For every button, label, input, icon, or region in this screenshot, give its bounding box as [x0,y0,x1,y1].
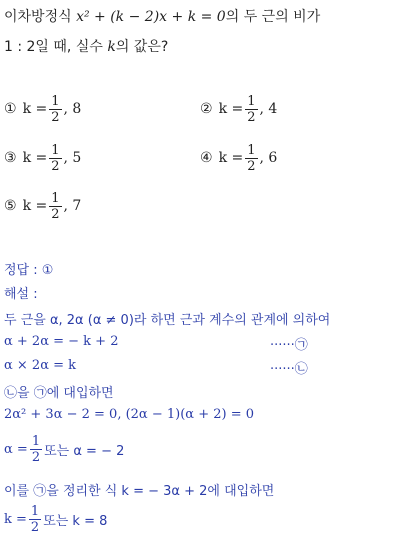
question-line-2: 1 : 2일 때, 실수 k의 값은? [4,39,169,55]
fraction: $\frac{1}{2}$ [247,142,256,174]
answer [4,259,53,278]
fraction: $\frac{1}{2}$ [51,190,60,222]
fraction: $\frac{1}{2}$ [247,93,256,125]
equation-4: α = $\frac{1}{2}$ 또는 α = − 2 [4,434,125,465]
option-3[interactable]: ③ k = $\frac{1}{2}$ , 5 [4,142,82,174]
answer-label: 정답 : [4,263,42,278]
explanation-line-3: 이를 ㉠을 정리한 식 k = − 3α + 2에 대입하면 [4,484,275,499]
option-mark: ① [4,101,17,117]
option-1[interactable]: ① k = $\frac{1}{2}$ , 8 [4,93,82,125]
option-2[interactable]: ② k = $\frac{1}{2}$ , 4 [200,93,278,125]
fraction: $\frac{1}{2}$ [31,434,41,465]
equation-3: 2α² + 3α − 2 = 0, (2α − 1)(α + 2) = 0 [4,407,254,422]
explanation-label: 해설 : [4,287,38,302]
option-mark: ③ [4,150,17,166]
option-mark: ④ [200,150,213,166]
explanation-line-1: 두 근을 α, 2α (α ≠ 0)라 하면 근과 계수의 관계에 의하여 [4,313,331,328]
option-4[interactable]: ④ k = $\frac{1}{2}$ , 6 [200,142,278,174]
explanation-line-2: ㉡을 ㉠에 대입하면 [4,386,114,401]
option-5[interactable]: ⑤ k = $\frac{1}{2}$ , 7 [4,190,82,222]
equation-2: α × 2α = k [4,358,77,373]
option-mark: ② [200,101,213,117]
fraction: $\frac{1}{2}$ [51,93,60,125]
equation-5: k = $\frac{1}{2}$ 또는 k = 8 [4,504,108,535]
fraction: $\frac{1}{2}$ [30,504,40,535]
quadratic-equation: x² + (k − 2)x + k = 0 [76,9,226,25]
question-line-1: 이차방정식 x² + (k − 2)x + k = 0의 두 근의 비가 [4,9,321,25]
equation-2-tag: ······㉡ [270,362,308,377]
fraction: $\frac{1}{2}$ [51,142,60,174]
answer-value: ① [41,263,54,278]
equation-1: α + 2α = − k + 2 [4,334,119,349]
option-mark: ⑤ [4,198,17,214]
equation-1-tag: ······㉠ [270,338,308,353]
